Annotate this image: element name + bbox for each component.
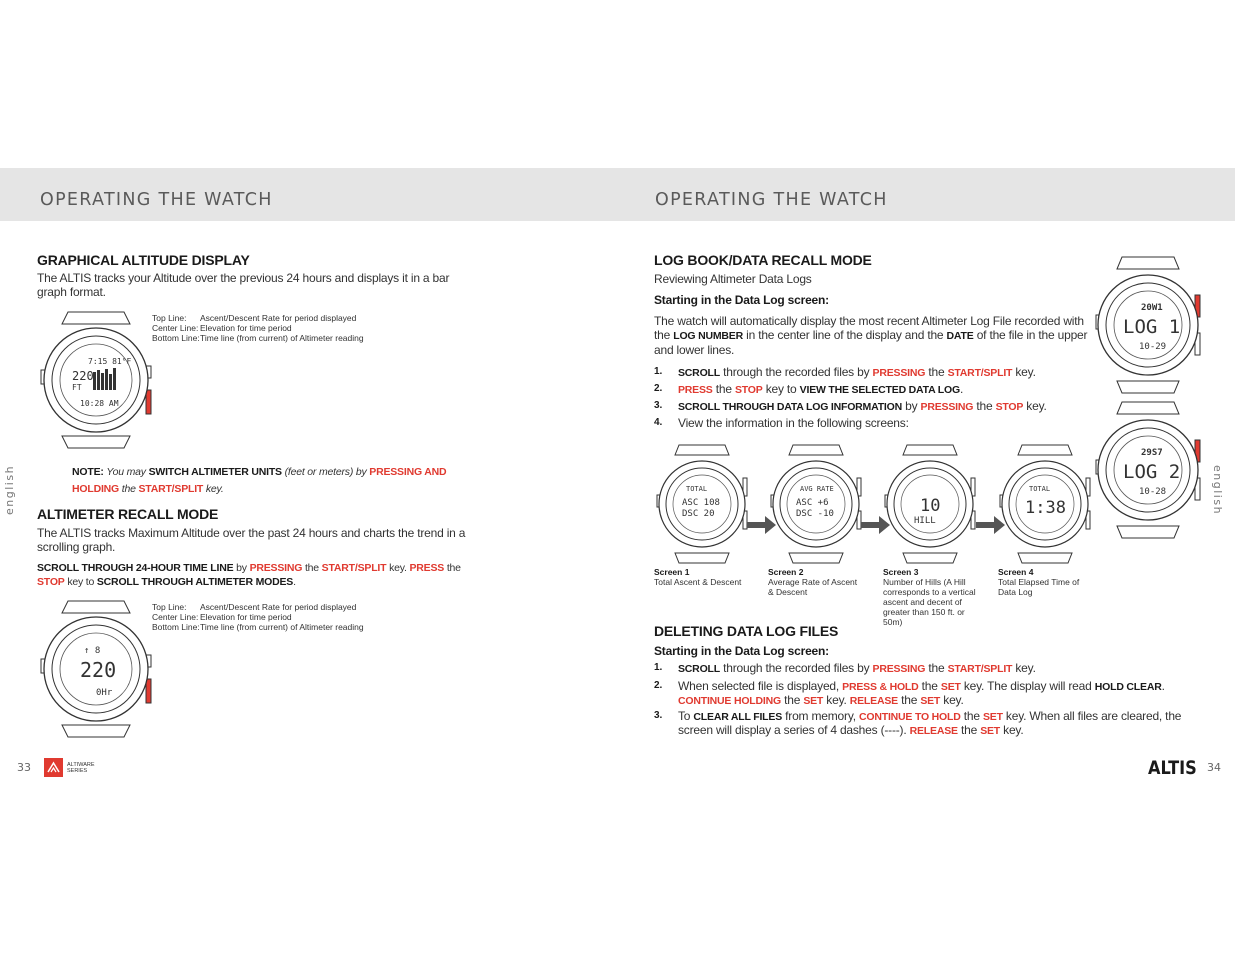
step-text: by — [901, 399, 921, 413]
watch1-main-text: 220 — [72, 369, 94, 383]
step-text: SCROLL THROUGH DATA LOG INFORMATION — [678, 401, 902, 413]
altimeter-recall-watch-image — [40, 599, 152, 739]
step-text: START/SPLIT — [947, 367, 1013, 379]
log-screen-watch-3 — [884, 443, 976, 565]
log-screen-watch-2 — [770, 443, 862, 565]
graph-legend — [152, 313, 364, 343]
screen-main-text: 10 — [920, 496, 941, 516]
recall-legend — [152, 602, 364, 632]
log2-bottom-text: 10-28 — [1139, 487, 1167, 497]
delete-steps-list — [654, 661, 1194, 739]
watch1-unit-text: FT — [72, 383, 82, 392]
deleting-title: DELETING DATA LOG FILES — [654, 623, 839, 639]
altis-brand-logo: ALTIS — [1148, 757, 1197, 779]
step-text: key. — [1012, 365, 1036, 379]
legend-top-line: Top Line: Ascent/Descent Rate for period displayed — [152, 313, 357, 323]
altiware-series-label: ALTIWARE SERIES — [67, 762, 95, 774]
step-text: . — [959, 382, 964, 396]
screen-main-text: ASC +6 — [796, 498, 829, 508]
log2-watch-image — [1095, 400, 1201, 540]
step-text: the — [973, 399, 996, 413]
step-text: screen will display a series of 4 dashes (----). — [678, 723, 910, 737]
screen-top-text: TOTAL — [1029, 485, 1051, 493]
legend-center-line: Center Line: Elevation for time period — [152, 612, 292, 622]
log-book-start-label: Starting in the Data Log screen: — [654, 293, 829, 307]
step-text: SCROLL — [678, 663, 720, 675]
log1-watch-image — [1095, 255, 1201, 395]
step-text: key. The display will read — [960, 679, 1095, 693]
legend-top-line: Top Line: Ascent/Descent Rate for period displayed — [152, 602, 357, 612]
step-text: SET — [920, 695, 941, 707]
screen-bottom-text: HILL — [914, 516, 936, 526]
watch2-main-text: 220 — [80, 658, 117, 682]
screen2-caption: Screen 2 Average Rate of Ascent & Descent — [768, 567, 858, 597]
altiware-logo-icon — [44, 758, 63, 777]
step-text: through the recorded files by — [719, 661, 873, 675]
step-text: the — [918, 679, 941, 693]
log1-main-text: LOG 1 — [1123, 316, 1181, 338]
altimeter-recall-intro: The ALTIS tracks Maximum Altitude over the past 24 hours and charts the trend in a scrolling graph. — [37, 526, 466, 554]
step-text: START/SPLIT — [947, 663, 1013, 675]
log-screen-watch-4 — [999, 443, 1091, 565]
list-item: 2. PRESS the STOP key to VIEW THE SELECTED DATA LOG. — [654, 382, 964, 396]
log1-top-text: 20W1 — [1141, 303, 1163, 313]
step-text: PRESSING — [920, 401, 974, 413]
step-text: VIEW THE SELECTED DATA LOG — [799, 384, 960, 396]
step-text: PRESSING — [872, 663, 926, 675]
watch1-bottom-text: 10:28 AM — [80, 399, 119, 408]
step-text: SET — [980, 725, 1001, 737]
step-text: through the recorded files by — [719, 365, 873, 379]
legend-center-line: Center Line: Elevation for time period — [152, 323, 292, 333]
step-text: key. — [1012, 661, 1036, 675]
altimeter-recall-title: ALTIMETER RECALL MODE — [37, 506, 219, 522]
screen-top-text: AVG RATE — [800, 485, 834, 493]
list-item: 2. When selected file is displayed, PRESS & HOLD the SET key. The display will read HOLD CLEAR. CONTINUE HOLDING the SET key. RELEASE the SET key. — [654, 679, 1165, 707]
log2-main-text: LOG 2 — [1123, 461, 1181, 483]
watch1-top-text: 7:15 81°F — [88, 357, 132, 366]
screen-bottom-text: DSC 20 — [682, 509, 715, 519]
right-header-title: OPERATING THE WATCH — [655, 190, 888, 210]
step-text: STOP — [734, 384, 763, 396]
graphical-altitude-title: GRAPHICAL ALTITUDE DISPLAY — [37, 252, 250, 268]
watch2-bottom-text: 0Hr — [96, 688, 113, 698]
screen3-caption: Screen 3 Number of Hills (A Hill corresponds to a vertical ascent and decent of greater than 150 ft. or 50m) — [883, 567, 976, 627]
arrow-right-icon — [861, 513, 891, 537]
step-text: the — [925, 661, 948, 675]
left-header-bar — [0, 168, 618, 221]
step-text: View the information in the following screens: — [678, 416, 909, 430]
step-text: key to — [762, 382, 800, 396]
screen-bottom-text: DSC -10 — [796, 509, 834, 519]
list-item: 3. SCROLL THROUGH DATA LOG INFORMATION by PRESSING the STOP key. — [654, 399, 1047, 413]
step-text: from memory, — [782, 709, 859, 723]
step-text: HOLD CLEAR — [1094, 681, 1162, 693]
step-text: key. When all files are cleared, the — [1002, 709, 1182, 723]
altimeter-recall-instructions: SCROLL THROUGH 24-HOUR TIME LINE by PRESSING the START/SPLIT key. PRESS the STOP key to SCROLL THROUGH ALTIMETER MODES. — [37, 562, 461, 588]
step-text: the — [897, 693, 921, 707]
arrow-right-icon — [747, 513, 777, 537]
step-text: the — [712, 382, 735, 396]
screen4-caption: Screen 4 Total Elapsed Time of Data Log — [998, 567, 1080, 597]
log2-top-text: 29S7 — [1141, 448, 1163, 458]
altitude-graph-watch-image — [40, 310, 152, 450]
step-text: key. — [1023, 399, 1047, 413]
list-item: 3. To CLEAR ALL FILES from memory, CONTINUE TO HOLD the SET key. When all files are cleared, the screen will display a series of 4 dashes (----). RELEASE the SET key. — [654, 709, 1182, 737]
left-header-title: OPERATING THE WATCH — [40, 190, 273, 210]
step-text: SET — [982, 711, 1003, 723]
screen-top-text: TOTAL — [686, 485, 708, 493]
step-text: . — [1161, 679, 1165, 693]
step-text: PRESS — [678, 384, 713, 396]
left-side-language-label: english — [3, 464, 16, 515]
step-text: the — [780, 693, 804, 707]
log-screen-watch-1 — [656, 443, 748, 565]
log-steps-list — [654, 365, 1094, 433]
right-page-number: 34 — [1207, 761, 1221, 774]
log-book-subtitle: Reviewing Altimeter Data Logs — [654, 272, 812, 286]
step-text: SET — [803, 695, 824, 707]
log1-bottom-text: 10-29 — [1139, 342, 1167, 352]
step-text: PRESSING — [872, 367, 926, 379]
screen-main-text: ASC 108 — [682, 498, 720, 508]
step-text: key. — [823, 693, 850, 707]
step-text: CLEAR ALL FILES — [693, 711, 783, 723]
step-text: key. — [940, 693, 964, 707]
log-book-title: LOG BOOK/DATA RECALL MODE — [654, 252, 872, 268]
step-text: When selected file is displayed, — [678, 679, 843, 693]
screen1-caption: Screen 1 Total Ascent & Descent — [654, 567, 742, 587]
step-text: key. — [1000, 723, 1024, 737]
step-text: RELEASE — [849, 695, 898, 707]
step-text: RELEASE — [909, 725, 958, 737]
step-text: the — [925, 365, 948, 379]
list-item: 4. View the information in the following screens: — [654, 416, 909, 430]
legend-bottom-line: Bottom Line:Time line (from current) of Altimeter reading — [152, 622, 364, 632]
list-item: 1. SCROLL through the recorded files by PRESSING the START/SPLIT key. — [654, 365, 1036, 379]
list-item: 1. SCROLL through the recorded files by PRESSING the START/SPLIT key. — [654, 661, 1036, 675]
step-text: To — [678, 709, 694, 723]
step-text: SET — [940, 681, 961, 693]
step-text: CONTINUE HOLDING — [678, 695, 781, 707]
left-page-number: 33 — [17, 761, 31, 774]
arrow-right-icon — [976, 513, 1006, 537]
right-side-language-label: english — [1211, 465, 1224, 516]
legend-bottom-line: Bottom Line:Time line (from current) of Altimeter reading — [152, 333, 364, 343]
step-text: CONTINUE TO HOLD — [859, 711, 961, 723]
step-text: the — [960, 709, 983, 723]
units-note: NOTE: You may SWITCH ALTIMETER UNITS (feet or meters) by PRESSING AND HOLDING the START/SPLIT key. — [72, 466, 447, 495]
step-text: PRESS & HOLD — [842, 681, 919, 693]
screen-main-text: 1:38 — [1025, 498, 1066, 518]
step-text: STOP — [995, 401, 1024, 413]
step-text: SCROLL — [678, 367, 720, 379]
log-book-paragraph: The watch will automatically display the most recent Altimeter Log File recorded with the LOG NUMBER in the center line of the display and the DATE of the file in the upper and lower lines. — [654, 314, 1088, 357]
right-header-bar — [618, 168, 1235, 221]
watch2-top-text: ↑ 8 — [84, 646, 101, 656]
step-text: the — [957, 723, 981, 737]
deleting-start-label: Starting in the Data Log screen: — [654, 644, 829, 658]
graphical-altitude-intro: The ALTIS tracks your Altitude over the previous 24 hours and displays it in a bar graph format. — [37, 271, 450, 299]
